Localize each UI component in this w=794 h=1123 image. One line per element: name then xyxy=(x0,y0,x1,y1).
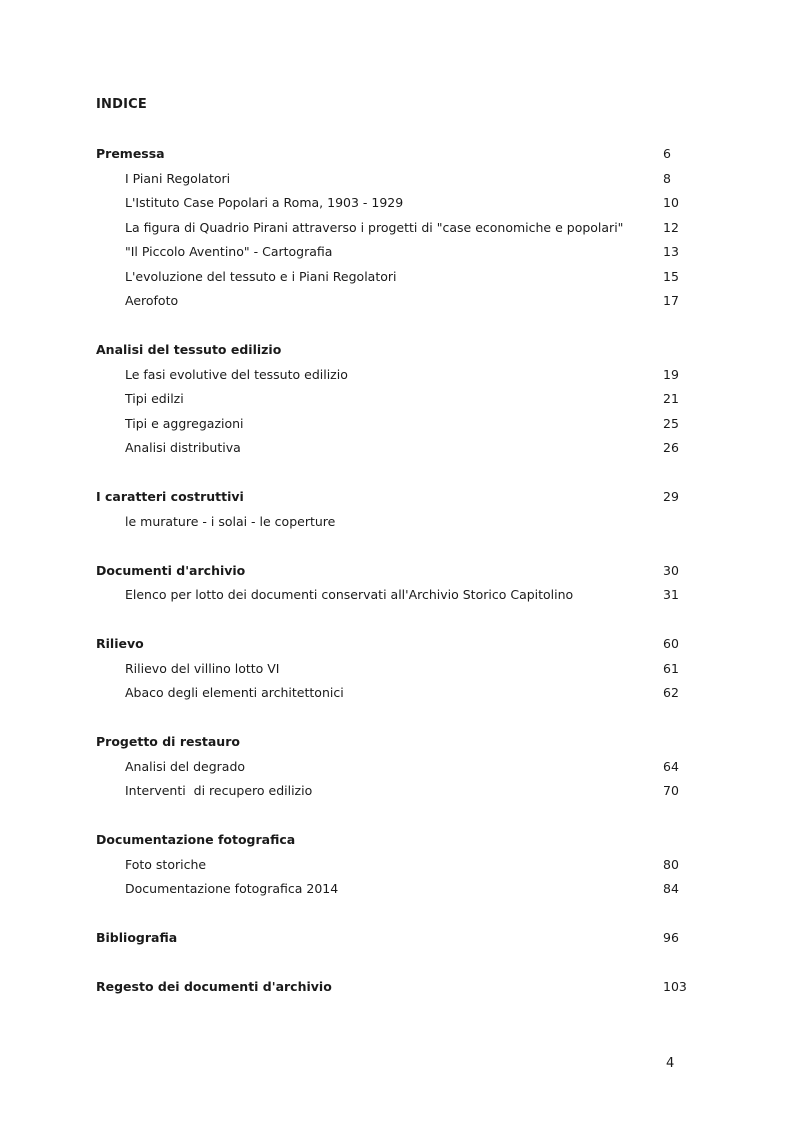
toc-page-number: 29 xyxy=(663,489,679,504)
toc-item[interactable] xyxy=(96,659,696,684)
section-spacer xyxy=(96,708,696,733)
toc-item[interactable] xyxy=(96,781,696,806)
toc-item-label: L'Istituto Case Popolari a Roma, 1903 - 1929 xyxy=(125,195,404,210)
toc-item-label: Interventi di recupero edilizio xyxy=(125,783,313,798)
toc-item[interactable] xyxy=(96,389,696,414)
toc-page-number: 96 xyxy=(663,930,679,945)
section-spacer xyxy=(96,953,696,978)
toc-section[interactable] xyxy=(96,928,696,953)
toc-section-label: Analisi del tessuto edilizio xyxy=(96,342,282,357)
toc-item-label: Documentazione fotografica 2014 xyxy=(125,881,339,896)
toc-page-number: 31 xyxy=(663,587,679,602)
toc-page-number: 62 xyxy=(663,685,679,700)
table-of-contents xyxy=(96,144,696,1002)
toc-item[interactable] xyxy=(96,757,696,782)
toc-page-number: 19 xyxy=(663,366,679,382)
toc-section[interactable] xyxy=(96,487,696,512)
toc-section[interactable] xyxy=(96,634,696,659)
toc-item-label: I Piani Regolatori xyxy=(125,170,231,186)
toc-section-label: Documenti d'archivio xyxy=(96,562,246,578)
toc-section-label: Regesto dei documenti d'archivio xyxy=(96,979,332,994)
toc-page-number: 60 xyxy=(663,636,679,651)
toc-section-label: Documentazione fotografica xyxy=(96,832,296,847)
toc-page-number: 30 xyxy=(663,562,679,578)
toc-section-label: Bibliografia xyxy=(96,930,178,945)
toc-item[interactable] xyxy=(96,879,696,904)
toc-page-number: 84 xyxy=(663,881,679,896)
toc-item[interactable] xyxy=(96,242,696,267)
toc-item-label: La figura di Quadrio Pirani attraverso i progetti di "case economiche e popolari" xyxy=(125,219,624,235)
toc-item[interactable] xyxy=(96,267,696,292)
toc-section-label: Premessa xyxy=(96,146,165,161)
section-spacer xyxy=(96,806,696,831)
toc-page-number: 17 xyxy=(663,293,679,308)
toc-item-label: Foto storiche xyxy=(125,856,207,872)
toc-section[interactable] xyxy=(96,144,696,169)
toc-page-number: 10 xyxy=(663,195,679,210)
toc-page-number: 21 xyxy=(663,391,679,406)
toc-item-label: L'evoluzione del tessuto e i Piani Regolatori xyxy=(125,268,397,284)
toc-page-number: 80 xyxy=(663,856,679,872)
section-spacer xyxy=(96,536,696,561)
toc-section-label: I caratteri costruttivi xyxy=(96,489,244,504)
toc-item-label: Aerofoto xyxy=(125,293,179,308)
section-spacer xyxy=(96,904,696,929)
toc-item[interactable] xyxy=(96,291,696,316)
toc-page-number: 25 xyxy=(663,415,679,431)
toc-item-label: Analisi del degrado xyxy=(125,758,246,774)
toc-page-number: 61 xyxy=(663,660,679,676)
toc-item-label: Analisi distributiva xyxy=(125,440,241,455)
toc-item[interactable] xyxy=(96,218,696,243)
section-spacer xyxy=(96,610,696,635)
toc-item-label: Abaco degli elementi architettonici xyxy=(125,685,344,700)
toc-item[interactable] xyxy=(96,585,696,610)
toc-item-label: "Il Piccolo Aventino" - Cartografia xyxy=(125,244,333,259)
toc-section[interactable] xyxy=(96,830,696,855)
toc-section[interactable] xyxy=(96,561,696,586)
page-title: INDICE xyxy=(96,97,147,112)
toc-page-number: 15 xyxy=(663,268,679,284)
toc-item[interactable] xyxy=(96,438,696,463)
toc-item-label: Tipi e aggregazioni xyxy=(125,415,244,431)
toc-section[interactable] xyxy=(96,732,696,757)
toc-item[interactable] xyxy=(96,414,696,439)
page-number: 4 xyxy=(666,1056,675,1071)
toc-page-number: 26 xyxy=(663,440,679,455)
toc-page-number: 64 xyxy=(663,758,679,774)
toc-section[interactable] xyxy=(96,340,696,365)
toc-page-number: 103 xyxy=(663,979,687,994)
toc-item-label: Le fasi evolutive del tessuto edilizio xyxy=(125,366,348,382)
toc-page-number: 70 xyxy=(663,783,679,798)
toc-item[interactable] xyxy=(96,512,696,537)
toc-item[interactable] xyxy=(96,193,696,218)
section-spacer xyxy=(96,316,696,341)
toc-page-number: 13 xyxy=(663,244,679,259)
section-spacer xyxy=(96,463,696,488)
toc-item[interactable] xyxy=(96,855,696,880)
toc-section[interactable] xyxy=(96,977,696,1002)
toc-item[interactable] xyxy=(96,365,696,390)
toc-item[interactable] xyxy=(96,169,696,194)
toc-page-number: 12 xyxy=(663,219,679,235)
toc-section-label: Rilievo xyxy=(96,636,144,651)
toc-page-number: 8 xyxy=(663,170,671,186)
toc-item-label: Rilievo del villino lotto VI xyxy=(125,660,280,676)
toc-item-label: Tipi edilzi xyxy=(125,391,184,406)
toc-item-label: Elenco per lotto dei documenti conservati all'Archivio Storico Capitolino xyxy=(125,587,574,602)
toc-item[interactable] xyxy=(96,683,696,708)
toc-page-number: 6 xyxy=(663,146,671,161)
toc-section-label: Progetto di restauro xyxy=(96,734,240,749)
toc-item-label: le murature - i solai - le coperture xyxy=(125,513,336,529)
